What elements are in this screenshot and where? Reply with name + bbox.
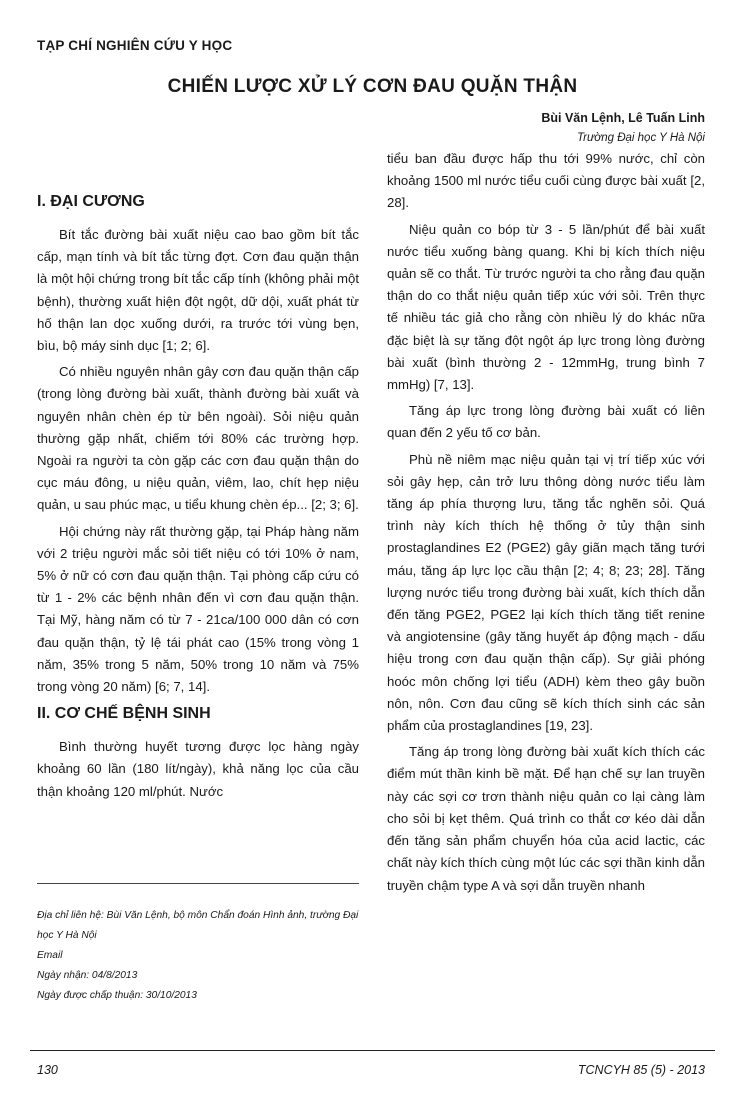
paragraph: Niệu quản co bóp từ 3 - 5 lần/phút để bài xuất nước tiểu xuống bàng quang. Khi bị kích thích niệu quản sẽ co thắt. Từ trước người ta cho rằng đau quặn thận do co thắt niệu quản tiếp xúc với sỏi. Trên thực tế nhiều tác giả cho rằng còn nhiều lý do khác nữa đặc biệt là sự tăng đột ngột áp lực trong lòng đường bài xuất (bình thường 2 - 12mmHg, trung bình 7 mmHg) [7, 13]. [387,221,705,393]
page-number: 130 [37,1063,58,1077]
authors: Bùi Văn Lệnh, Lê Tuấn Linh [541,111,705,125]
footer-divider [30,1050,715,1051]
paragraph: Hội chứng này rất thường gặp, tại Pháp hàng năm với 2 triệu người mắc sỏi tiết niệu có tới 10% ở nam, 5% ở nữ có cơn đau quặn thận. Tại phòng cấp cứu có từ 1 - 2% các bệnh nhân đến vì cơn đau quặn thận. Tại Mỹ, hàng năm có từ 7 - 21ca/100 000 dân có cơn đau quặn thận, tỷ lệ tái phát cao (15% trong vòng 1 năm, 35% trong 5 năm, 50% trong 10 năm và 75% trong vòng 20 năm) [6; 7, 14]. [37,523,359,695]
section-heading-1: I. ĐẠI CƯƠNG [37,193,145,210]
paragraph: Tăng áp trong lòng đường bài xuất kích thích các điểm mút thần kinh bề mặt. Để hạn chế sự lan truyền này các sợi cơ trơn thành niệu quản co lại càng làm cho sỏi bị kẹt thêm. Quá trình co thắt cơ kéo dài dẫn đến tăng sản phẩm chuyển hóa của acid lactic, các chất này kích thích cùng một lúc các sợi thần kinh dẫn truyền chậm type A và sợi dẫn truyền nhanh [387,744,705,893]
paragraph: Bình thường huyết tương được lọc hàng ngày khoảng 60 lần (180 lít/ngày), khả năng lọc của cầu thận khoảng 120 ml/phút. Nước [37,739,359,799]
paragraph: tiểu ban đầu được hấp thu tới 99% nước, chỉ còn khoảng 1500 ml nước tiểu cuối cùng được bài xuất [2, 28]. [387,151,705,211]
paragraph: Tăng áp lực trong lòng đường bài xuất có liên quan đến 2 yếu tố cơ bản. [387,403,705,441]
article-title: CHIẾN LƯỢC XỬ LÝ CƠN ĐAU QUẶN THẬN [167,76,578,97]
journal-name: TẠP CHÍ NGHIÊN CỨU Y HỌC [37,38,233,53]
footnote-accepted: Ngày được chấp thuận: 30/10/2013 [37,990,197,1001]
footnote-contact: Địa chỉ liên hệ: Bùi Văn Lệnh, bộ môn Chẩn đoán Hình ảnh, trường Đại học Y Hà Nội [37,910,359,941]
footnotes [37,906,359,1006]
paragraph: Bít tắc đường bài xuất niệu cao bao gồm bít tắc cấp, mạn tính và bít tắc từng đợt. Cơn đau quặn thận là một hội chứng trong bít tắc cấp tính (không phải một bệnh), thường xuất hiện đột ngột, dữ dội, xuất phát từ hố thận lan dọc xuống dưới, ra trước tới vùng bẹn, bìu, bộ máy sinh dục [1; 2; 6]. [37,227,359,354]
footnote-received: Ngày nhận: 04/8/2013 [37,970,138,981]
section-heading-2: II. CƠ CHẾ BỆNH SINH [37,705,211,723]
right-column [387,148,705,901]
journal-reference: TCNCYH 85 (5) - 2013 [577,1063,705,1077]
paragraph: Có nhiều nguyên nhân gây cơn đau quặn thận cấp (trong lòng đường bài xuất, thành đường bài xuất và nguyên nhân chèn ép từ bên ngoài). Sỏi niệu quản thường gặp nhất, chiếm tới 80% các trường hợp. Ngoài ra người ta còn gặp các cơn đau quặn thận do cục máu đông, u niệu quản, viêm, lao, chít hẹp niệu quản, u sau phúc mạc, u tiểu khung chèn ép... [2; 3; 6]. [37,364,359,513]
affiliation: Trường Đại học Y Hà Nội [576,132,705,144]
footnote-divider [37,883,359,884]
footnote-email: Email [37,950,63,961]
paragraph: Phù nề niêm mạc niệu quản tại vị trí tiếp xúc với sỏi gây hẹp, cản trở lưu thông dòng nước tiểu làm tăng áp phía thượng lưu, tăng tắc nghẽn sỏi. Quá trình này kích thích hệ thống ở tủy thận sinh prostaglandines E2 (PGE2) gây giãn mạch tăng tưới máu, tăng áp lực lọc cầu thận [2; 4; 8; 23; 28]. Tăng lượng nước tiểu trong đường bài xuất, kích thích dẫn đến tăng PGE2, PGE2 lại kích thích tăng tiết renine và angiotensine (gây tăng huyết áp động mạch - dấu hiệu trong cơn đau quặn thận cấp). Sự giải phóng hoóc môn chống lợi tiểu (ADH) kèm theo gây buồn nôn, nôn. Cơn đau cũng sẽ kích thích sinh các sản phẩm của prostaglandines [19, 23]. [387,451,705,734]
left-column [37,186,359,807]
